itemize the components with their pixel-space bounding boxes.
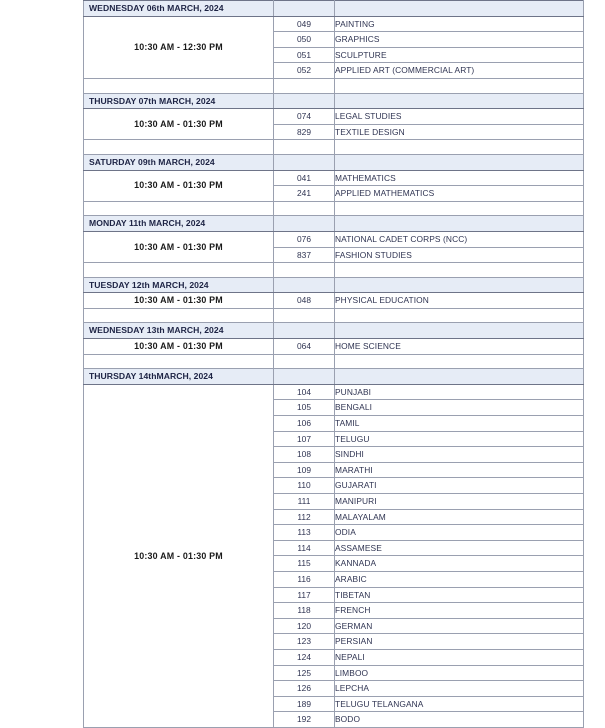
subject-name-cell: TELUGU TELANGANA	[335, 696, 584, 712]
subject-code-cell: 114	[274, 540, 335, 556]
day-header-row	[84, 216, 584, 232]
table-row	[84, 339, 584, 355]
day-header-blank-subject	[335, 93, 584, 109]
subject-name-cell: TELUGU	[335, 431, 584, 447]
subject-code-cell: 050	[274, 32, 335, 48]
day-header-row	[84, 93, 584, 109]
section-spacer-row	[84, 140, 584, 155]
spacer-code-cell	[274, 354, 335, 369]
subject-code-cell: 120	[274, 618, 335, 634]
subject-code-cell: 064	[274, 339, 335, 355]
subject-code-cell: 123	[274, 634, 335, 650]
subject-name-cell: KANNADA	[335, 556, 584, 572]
subject-name-cell: GERMAN	[335, 618, 584, 634]
day-header-blank-subject	[335, 154, 584, 170]
exam-time-cell: 10:30 AM - 01:30 PM	[84, 231, 274, 262]
subject-name-cell: NATIONAL CADET CORPS (NCC)	[335, 231, 584, 247]
day-header-blank-subject	[335, 1, 584, 17]
exam-time-cell: 10:30 AM - 01:30 PM	[84, 170, 274, 201]
subject-code-cell: 189	[274, 696, 335, 712]
subject-code-cell: 116	[274, 571, 335, 587]
subject-name-cell: PAINTING	[335, 16, 584, 32]
subject-code-cell: 829	[274, 124, 335, 140]
subject-name-cell: APPLIED MATHEMATICS	[335, 186, 584, 202]
day-header-label: THURSDAY 07th MARCH, 2024	[84, 93, 274, 109]
spacer-code-cell	[274, 78, 335, 93]
section-spacer-row	[84, 78, 584, 93]
section-spacer-row	[84, 263, 584, 278]
section-spacer-row	[84, 354, 584, 369]
spacer-subject-cell	[335, 354, 584, 369]
spacer-code-cell	[274, 308, 335, 323]
day-header-blank-code	[274, 1, 335, 17]
day-header-row	[84, 277, 584, 293]
subject-code-cell: 051	[274, 47, 335, 63]
table-row	[84, 293, 584, 309]
subject-code-cell: 076	[274, 231, 335, 247]
day-header-blank-code	[274, 369, 335, 385]
subject-code-cell: 105	[274, 400, 335, 416]
subject-name-cell: TEXTILE DESIGN	[335, 124, 584, 140]
exam-time-cell: 10:30 AM - 01:30 PM	[84, 293, 274, 309]
table-row	[84, 231, 584, 247]
subject-code-cell: 110	[274, 478, 335, 494]
day-header-blank-subject	[335, 369, 584, 385]
subject-name-cell: APPLIED ART (COMMERCIAL ART)	[335, 63, 584, 79]
subject-name-cell: SCULPTURE	[335, 47, 584, 63]
day-header-row	[84, 1, 584, 17]
subject-name-cell: SINDHI	[335, 447, 584, 463]
date-sheet-body	[84, 1, 584, 728]
spacer-subject-cell	[335, 263, 584, 278]
subject-name-cell: MANIPURI	[335, 494, 584, 510]
subject-name-cell: ASSAMESE	[335, 540, 584, 556]
day-header-row	[84, 323, 584, 339]
day-header-label: WEDNESDAY 06th MARCH, 2024	[84, 1, 274, 17]
subject-code-cell: 052	[274, 63, 335, 79]
table-row	[84, 384, 584, 400]
subject-code-cell: 126	[274, 681, 335, 697]
spacer-subject-cell	[335, 308, 584, 323]
subject-name-cell: MATHEMATICS	[335, 170, 584, 186]
day-header-blank-subject	[335, 323, 584, 339]
subject-code-cell: 112	[274, 509, 335, 525]
subject-code-cell: 106	[274, 416, 335, 432]
subject-code-cell: 041	[274, 170, 335, 186]
spacer-subject-cell	[335, 201, 584, 216]
subject-name-cell: ARABIC	[335, 571, 584, 587]
subject-code-cell: 104	[274, 384, 335, 400]
day-header-label: SATURDAY 09th MARCH, 2024	[84, 154, 274, 170]
subject-code-cell: 109	[274, 462, 335, 478]
spacer-time-cell	[84, 140, 274, 155]
subject-name-cell: BENGALI	[335, 400, 584, 416]
day-header-blank-code	[274, 216, 335, 232]
exam-time-cell: 10:30 AM - 01:30 PM	[84, 384, 274, 727]
subject-code-cell: 049	[274, 16, 335, 32]
spacer-time-cell	[84, 308, 274, 323]
day-header-blank-subject	[335, 216, 584, 232]
subject-name-cell: NEPALI	[335, 649, 584, 665]
subject-code-cell: 048	[274, 293, 335, 309]
subject-name-cell: TAMIL	[335, 416, 584, 432]
section-spacer-row	[84, 308, 584, 323]
subject-name-cell: PUNJABI	[335, 384, 584, 400]
spacer-time-cell	[84, 201, 274, 216]
spacer-code-cell	[274, 140, 335, 155]
subject-code-cell: 107	[274, 431, 335, 447]
subject-name-cell: GRAPHICS	[335, 32, 584, 48]
table-row	[84, 16, 584, 32]
spacer-code-cell	[274, 201, 335, 216]
subject-name-cell: MALAYALAM	[335, 509, 584, 525]
subject-name-cell: FRENCH	[335, 603, 584, 619]
subject-name-cell: PERSIAN	[335, 634, 584, 650]
spacer-time-cell	[84, 263, 274, 278]
subject-code-cell: 125	[274, 665, 335, 681]
day-header-label: TUESDAY 12th MARCH, 2024	[84, 277, 274, 293]
subject-name-cell: GUJARATI	[335, 478, 584, 494]
day-header-blank-code	[274, 93, 335, 109]
subject-name-cell: LIMBOO	[335, 665, 584, 681]
subject-name-cell: TIBETAN	[335, 587, 584, 603]
day-header-label: WEDNESDAY 13th MARCH, 2024	[84, 323, 274, 339]
exam-date-sheet-table	[83, 0, 584, 728]
subject-name-cell: LEPCHA	[335, 681, 584, 697]
subject-code-cell: 117	[274, 587, 335, 603]
subject-name-cell: MARATHI	[335, 462, 584, 478]
subject-code-cell: 118	[274, 603, 335, 619]
spacer-time-cell	[84, 354, 274, 369]
spacer-subject-cell	[335, 140, 584, 155]
day-header-blank-code	[274, 154, 335, 170]
table-row	[84, 109, 584, 125]
subject-name-cell: LEGAL STUDIES	[335, 109, 584, 125]
subject-name-cell: ODIA	[335, 525, 584, 541]
section-spacer-row	[84, 201, 584, 216]
subject-code-cell: 108	[274, 447, 335, 463]
subject-name-cell: PHYSICAL EDUCATION	[335, 293, 584, 309]
spacer-time-cell	[84, 78, 274, 93]
day-header-blank-subject	[335, 277, 584, 293]
spacer-code-cell	[274, 263, 335, 278]
subject-name-cell: FASHION STUDIES	[335, 247, 584, 263]
exam-time-cell: 10:30 AM - 01:30 PM	[84, 109, 274, 140]
day-header-blank-code	[274, 277, 335, 293]
day-header-blank-code	[274, 323, 335, 339]
day-header-label: THURSDAY 14thMARCH, 2024	[84, 369, 274, 385]
subject-code-cell: 192	[274, 712, 335, 728]
day-header-row	[84, 369, 584, 385]
subject-code-cell: 115	[274, 556, 335, 572]
subject-code-cell: 241	[274, 186, 335, 202]
exam-time-cell: 10:30 AM - 12:30 PM	[84, 16, 274, 78]
subject-code-cell: 111	[274, 494, 335, 510]
subject-code-cell: 113	[274, 525, 335, 541]
day-header-label: MONDAY 11th MARCH, 2024	[84, 216, 274, 232]
subject-code-cell: 124	[274, 649, 335, 665]
day-header-row	[84, 154, 584, 170]
spacer-subject-cell	[335, 78, 584, 93]
table-row	[84, 170, 584, 186]
subject-name-cell: HOME SCIENCE	[335, 339, 584, 355]
subject-code-cell: 837	[274, 247, 335, 263]
subject-code-cell: 074	[274, 109, 335, 125]
exam-time-cell: 10:30 AM - 01:30 PM	[84, 339, 274, 355]
subject-name-cell: BODO	[335, 712, 584, 728]
